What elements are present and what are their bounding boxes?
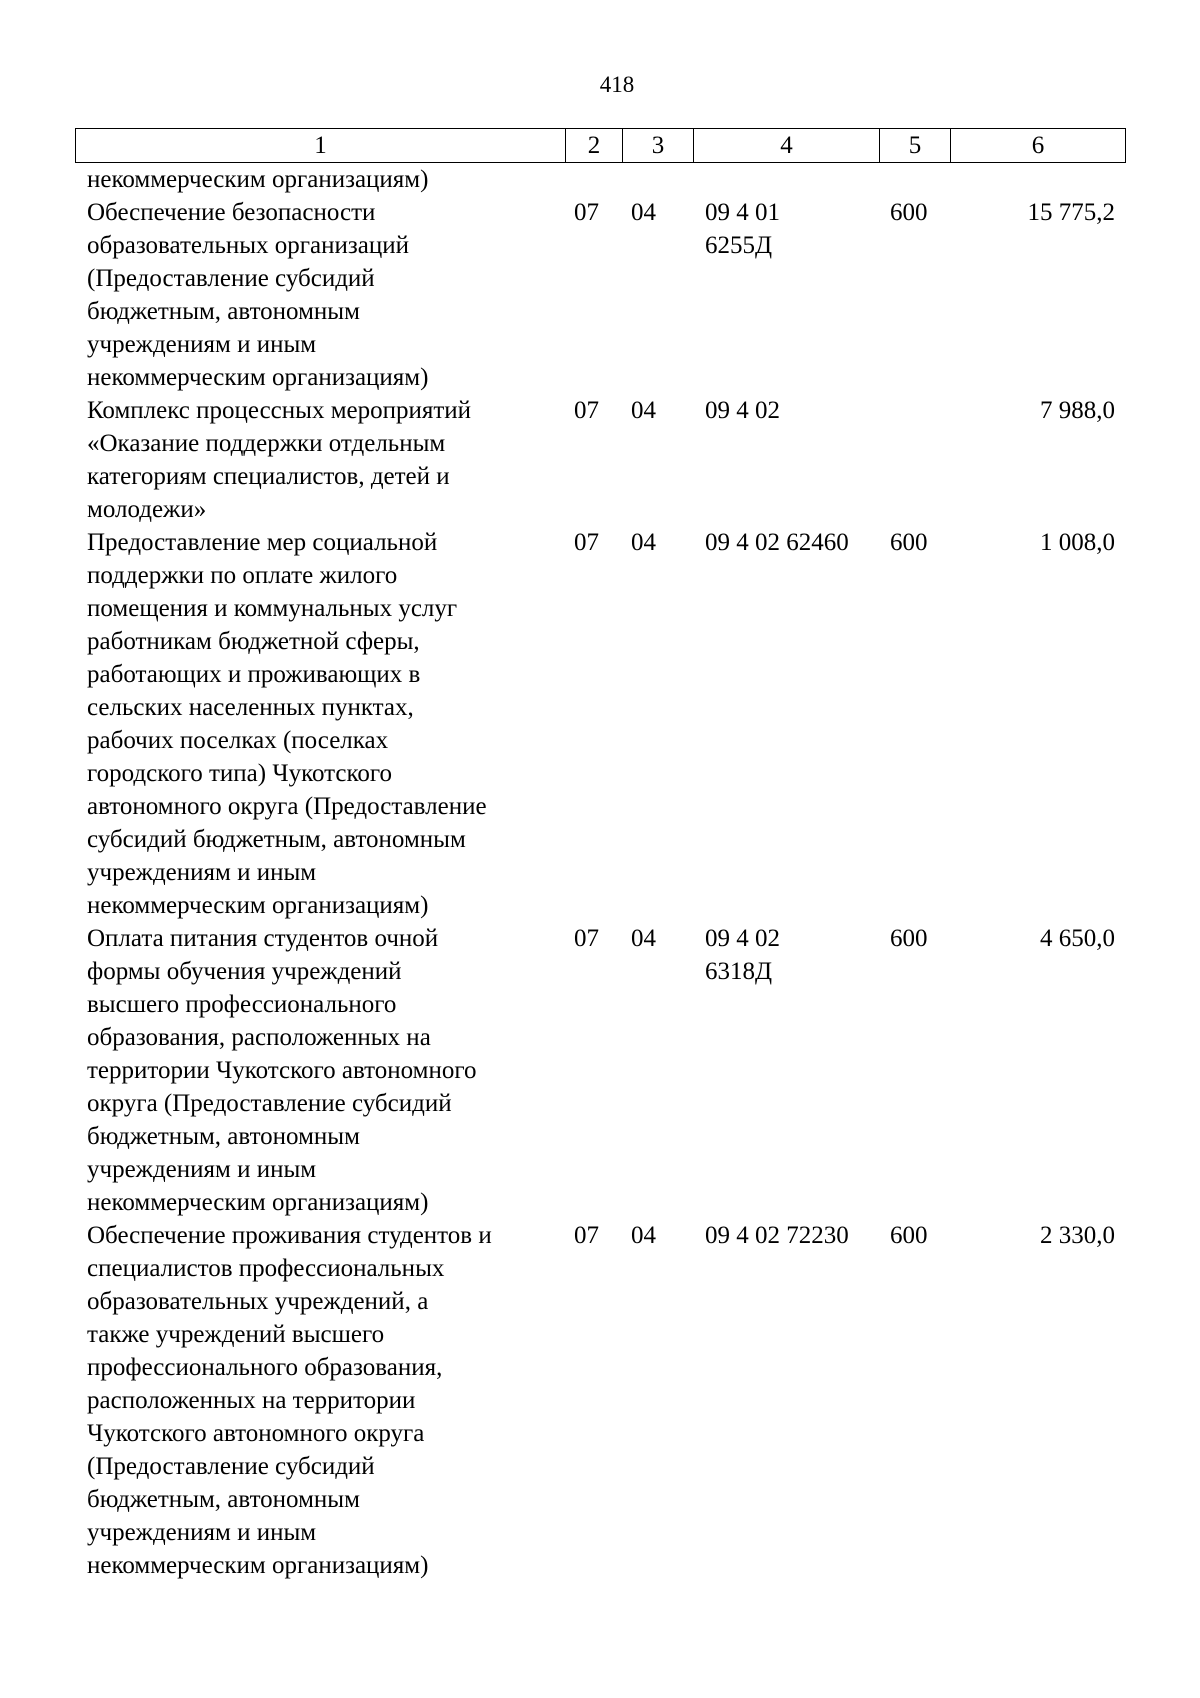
row-name-line: работающих и проживающих в [87, 661, 421, 688]
row-subsection-code: 04 [631, 1222, 656, 1249]
row-name-line: автономного округа (Предоставление [87, 793, 487, 820]
row-name-line: учреждениям и иным [87, 331, 317, 358]
row-name-line: высшего профессионального [87, 991, 397, 1018]
row-name-line: сельских населенных пунктах, [87, 694, 414, 721]
budget-table-body [0, 163, 1200, 1582]
row-name [87, 394, 557, 526]
row-expense-type-code: 600 [890, 529, 928, 556]
column-number-header [75, 128, 1126, 163]
row-subsection-code: 04 [631, 925, 656, 952]
header-col-1: 1 [76, 129, 566, 163]
row-name-line: (Предоставление субсидий [87, 265, 375, 292]
row-name-line: некоммерческим организациям) [87, 364, 429, 391]
header-row [76, 129, 1126, 163]
row-name-line: формы обучения учреждений [87, 958, 402, 985]
row-name-line: округа (Предоставление субсидий [87, 1090, 452, 1117]
row-subsection-code: 04 [631, 199, 656, 226]
row-section-code: 07 [574, 529, 599, 556]
row-name-line: учреждениям и иным [87, 859, 317, 886]
row-name-line: работникам бюджетной сферы, [87, 628, 420, 655]
row-name-line: территории Чукотского автономного [87, 1057, 477, 1084]
row-name-line: субсидий бюджетным, автономным [87, 826, 466, 853]
row-name-line: Обеспечение проживания студентов и [87, 1222, 492, 1249]
table-row [0, 526, 1200, 922]
row-amount: 2 330,0 [1040, 1222, 1115, 1249]
row-target-article-line: 6255Д [705, 232, 773, 259]
row-name-line: образовательных организаций [87, 232, 410, 259]
table-row [0, 394, 1200, 526]
row-section-code: 07 [574, 925, 599, 952]
row-section-code: 07 [574, 199, 599, 226]
row-target-article-line: 09 4 02 72230 [705, 1222, 849, 1249]
row-amount: 4 650,0 [1040, 925, 1115, 952]
row-name-line: Оплата питания студентов очной [87, 925, 439, 952]
row-name-line: некоммерческим организациям) [87, 1552, 429, 1579]
row-section-code: 07 [574, 397, 599, 424]
row-name-line: бюджетным, автономным [87, 298, 360, 325]
row-name-line: профессионального образования, [87, 1354, 443, 1381]
header-col-6: 6 [951, 129, 1126, 163]
row-amount: 15 775,2 [1027, 199, 1115, 226]
row-name [87, 163, 557, 196]
table-row [0, 922, 1200, 1219]
row-target-article-code [705, 526, 849, 559]
row-target-article-line: 09 4 02 [705, 925, 780, 952]
header-col-2: 2 [566, 129, 623, 163]
row-name-line: поддержки по оплате жилого [87, 562, 398, 589]
header-col-3: 3 [623, 129, 694, 163]
row-name-line: расположенных на территории [87, 1387, 416, 1414]
row-name-line: Комплекс процессных мероприятий [87, 397, 472, 424]
row-target-article-line: 6318Д [705, 958, 773, 985]
row-name-line: категориям специалистов, детей и [87, 463, 450, 490]
row-target-article-code [705, 394, 780, 427]
page-number: 418 [599, 72, 635, 97]
row-amount: 1 008,0 [1040, 529, 1115, 556]
row-name-line: образовательных учреждений, а [87, 1288, 429, 1315]
row-expense-type-code: 600 [890, 199, 928, 226]
row-name-line: некоммерческим организациям) [87, 1189, 429, 1216]
row-name-line: некоммерческим организациям) [87, 892, 429, 919]
row-name [87, 526, 557, 922]
row-target-article-code [705, 196, 780, 262]
row-name-line: рабочих поселках (поселках [87, 727, 389, 754]
table-row [0, 196, 1200, 394]
header-col-5: 5 [880, 129, 951, 163]
row-name-line: некоммерческим организациям) [87, 166, 429, 193]
row-name [87, 196, 557, 394]
row-name-line: учреждениям и иным [87, 1519, 317, 1546]
row-name-line: городского типа) Чукотского [87, 760, 392, 787]
row-subsection-code: 04 [631, 529, 656, 556]
table-row [0, 163, 1200, 196]
row-name-line: также учреждений высшего [87, 1321, 385, 1348]
row-name [87, 922, 557, 1219]
row-name-line: молодежи» [87, 496, 207, 523]
row-subsection-code: 04 [631, 397, 656, 424]
row-section-code: 07 [574, 1222, 599, 1249]
table-row [0, 1219, 1200, 1582]
row-expense-type-code: 600 [890, 925, 928, 952]
row-target-article-code [705, 1219, 849, 1252]
row-name-line: Обеспечение безопасности [87, 199, 376, 226]
row-name-line: помещения и коммунальных услуг [87, 595, 458, 622]
row-name [87, 1219, 557, 1582]
row-name-line: специалистов профессиональных [87, 1255, 445, 1282]
row-target-article-line: 09 4 01 [705, 199, 780, 226]
row-target-article-line: 09 4 02 [705, 397, 780, 424]
row-name-line: бюджетным, автономным [87, 1123, 360, 1150]
row-name-line: «Оказание поддержки отдельным [87, 430, 446, 457]
row-name-line: бюджетным, автономным [87, 1486, 360, 1513]
row-name-line: Чукотского автономного округа [87, 1420, 425, 1447]
row-name-line: (Предоставление субсидий [87, 1453, 375, 1480]
row-name-line: образования, расположенных на [87, 1024, 431, 1051]
row-target-article-code [705, 922, 780, 988]
row-expense-type-code: 600 [890, 1222, 928, 1249]
header-col-4: 4 [694, 129, 880, 163]
row-target-article-line: 09 4 02 62460 [705, 529, 849, 556]
row-amount: 7 988,0 [1040, 397, 1115, 424]
row-name-line: Предоставление мер социальной [87, 529, 438, 556]
row-name-line: учреждениям и иным [87, 1156, 317, 1183]
